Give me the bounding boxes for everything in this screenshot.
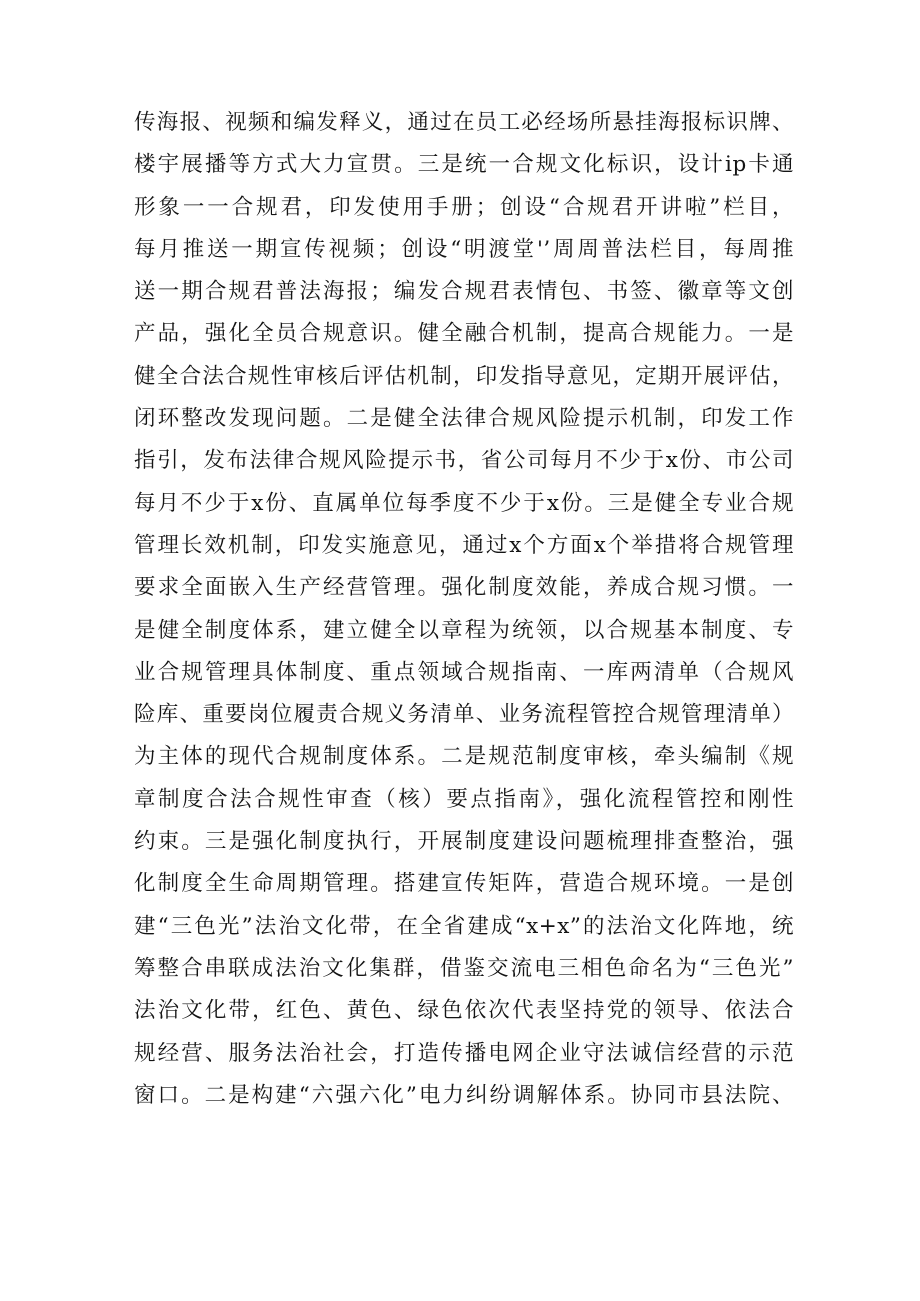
text-line: 是健全制度体系，建立健全以章程为统领，以合规基本制度、专 bbox=[134, 617, 794, 643]
text-line: 指引，发布法律合规风险提示书，省公司每月不少于x份、市公司 bbox=[134, 448, 794, 474]
text-line: 化制度全生命周期管理。搭建宣传矩阵，营造合规环境。一是创 bbox=[134, 871, 794, 897]
text-line: 送一期合规君普法海报；编发合规君表情包、书签、徽章等文创 bbox=[134, 279, 794, 305]
text-line: 约束。三是强化制度执行，开展制度建设问题梳理排查整治，强 bbox=[134, 829, 794, 855]
text-line: 章制度合法合规性审查（核）要点指南》，强化流程管控和刚性 bbox=[134, 786, 794, 812]
text-line: 管理长效机制，印发实施意见，通过x个方面x个举措将合规管理 bbox=[134, 532, 794, 558]
body-text bbox=[134, 102, 794, 1117]
text-line: 规经营、服务法治社会，打造传播电网企业守法诚信经营的示范 bbox=[134, 1040, 794, 1066]
text-line: 楼宇展播等方式大力宣贯。三是统一合规文化标识，设计ip卡通 bbox=[134, 152, 794, 178]
text-line: 要求全面嵌入生产经营管理。强化制度效能，养成合规习惯。一 bbox=[134, 575, 794, 601]
text-line: 传海报、视频和编发释义，通过在员工必经场所悬挂海报标识牌、 bbox=[134, 110, 794, 135]
text-line: 为主体的现代合规制度体系。二是规范制度审核，牵头编制《规 bbox=[134, 744, 794, 770]
text-line: 筹整合串联成法治文化集群，借鉴交流电三相色命名为“三色光” bbox=[134, 955, 794, 981]
text-line: 产品，强化全员合规意识。健全融合机制，提高合规能力。一是 bbox=[134, 321, 794, 347]
text-line: 险库、重要岗位履责合规义务清单、业务流程管控合规管理清单） bbox=[134, 702, 794, 728]
text-line: 健全合法合规性审核后评估机制，印发指导意见，定期开展评估， bbox=[134, 363, 794, 389]
text-line: 每月不少于x份、直属单位每季度不少于x份。三是健全专业合规 bbox=[134, 490, 794, 516]
text-line: 建“三色光”法治文化带，在全省建成“x+x”的法治文化阵地，统 bbox=[134, 913, 794, 939]
text-line: 形象一一合规君，印发使用手册；创设“合规君开讲啦”栏目， bbox=[134, 194, 794, 220]
text-line: 窗口。二是构建“六强六化”电力纠纷调解体系。协同市县法院、 bbox=[134, 1082, 794, 1108]
text-line: 每月推送一期宣传视频；创设“明渡堂'’周周普法栏目，每周推 bbox=[134, 236, 794, 262]
text-line: 法治文化带，红色、黄色、绿色依次代表坚持党的领导、依法合 bbox=[134, 998, 794, 1024]
text-line: 业合规管理具体制度、重点领域合规指南、一库两清单（合规风 bbox=[134, 659, 794, 685]
text-line: 闭环整改发现问题。二是健全法律合规风险提示机制，印发工作 bbox=[134, 406, 794, 432]
